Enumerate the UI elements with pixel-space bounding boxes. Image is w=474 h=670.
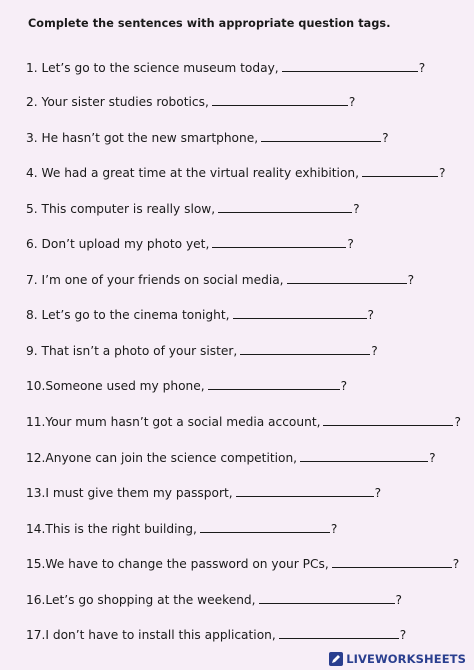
question-text: 11.Your mum hasn’t got a social media account, xyxy=(26,415,321,429)
question-text: 7. I’m one of your friends on social media, xyxy=(26,273,284,287)
answer-blank[interactable] xyxy=(200,521,330,533)
answer-blank[interactable] xyxy=(259,592,395,604)
question-item xyxy=(26,414,461,430)
question-item xyxy=(26,521,337,537)
answer-blank[interactable] xyxy=(332,556,452,568)
question-item xyxy=(26,556,459,572)
question-item xyxy=(26,343,378,359)
question-text: 16.Let’s go shopping at the weekend, xyxy=(26,593,256,607)
question-text: 4. We had a great time at the virtual reality exhibition, xyxy=(26,166,359,180)
answer-blank[interactable] xyxy=(300,450,428,462)
question-item xyxy=(26,272,414,288)
answer-blank[interactable] xyxy=(287,272,407,284)
question-item xyxy=(26,307,374,323)
question-item xyxy=(26,130,389,146)
question-item xyxy=(26,60,425,76)
answer-blank[interactable] xyxy=(208,378,340,390)
question-end: ? xyxy=(340,379,348,393)
worksheet-title: Complete the sentences with appropriate question tags. xyxy=(28,17,391,30)
answer-blank[interactable] xyxy=(240,343,370,355)
question-item xyxy=(26,165,445,181)
question-item xyxy=(26,201,360,217)
question-item xyxy=(26,378,347,394)
question-end: ? xyxy=(399,628,407,642)
answer-blank[interactable] xyxy=(236,485,374,497)
answer-blank[interactable] xyxy=(218,201,352,213)
question-text: 15.We have to change the password on your PCs, xyxy=(26,557,329,571)
question-item xyxy=(26,627,406,643)
answer-blank[interactable] xyxy=(282,60,418,72)
question-item xyxy=(26,236,354,252)
liveworksheets-logo-icon xyxy=(329,652,343,666)
question-end: ? xyxy=(367,308,374,322)
question-item xyxy=(26,94,355,110)
question-end: ? xyxy=(407,273,415,287)
question-end: ? xyxy=(371,344,378,358)
question-text: 2. Your sister studies robotics, xyxy=(26,95,209,109)
question-end: ? xyxy=(418,61,426,75)
question-text: 14.This is the right building, xyxy=(26,522,197,536)
answer-blank[interactable] xyxy=(212,94,348,106)
question-item xyxy=(26,592,402,608)
question-end: ? xyxy=(353,202,360,216)
question-text: 10.Someone used my phone, xyxy=(26,379,205,393)
answer-blank[interactable] xyxy=(323,414,453,426)
question-text: 5. This computer is really slow, xyxy=(26,202,216,216)
answer-blank[interactable] xyxy=(212,236,346,248)
question-end: ? xyxy=(374,486,382,500)
question-end: ? xyxy=(330,522,338,536)
question-end: ? xyxy=(439,166,446,180)
answer-blank[interactable] xyxy=(279,627,399,639)
answer-blank[interactable] xyxy=(233,307,367,319)
question-text: 3. He hasn’t got the new smartphone, xyxy=(26,131,259,145)
question-text: 9. That isn’t a photo of your sister, xyxy=(26,344,238,358)
question-text: 12.Anyone can join the science competition, xyxy=(26,451,298,465)
question-end: ? xyxy=(347,237,354,251)
pencil-icon xyxy=(331,654,341,664)
question-end: ? xyxy=(348,95,356,109)
question-end: ? xyxy=(382,131,389,145)
question-text: 17.I don’t have to install this application, xyxy=(26,628,276,642)
question-item xyxy=(26,450,436,466)
question-text: 8. Let’s go to the cinema tonight, xyxy=(26,308,230,322)
question-text: 6. Don’t upload my photo yet, xyxy=(26,237,210,251)
answer-blank[interactable] xyxy=(362,165,438,177)
question-item xyxy=(26,485,381,501)
liveworksheets-brand: LIVEWORKSHEETS xyxy=(346,652,466,666)
liveworksheets-watermark xyxy=(329,652,466,666)
question-text: 13.I must give them my passport, xyxy=(26,486,233,500)
question-end: ? xyxy=(429,451,436,465)
question-end: ? xyxy=(452,557,460,571)
answer-blank[interactable] xyxy=(261,130,381,142)
question-end: ? xyxy=(395,593,403,607)
question-end: ? xyxy=(454,415,461,429)
question-text: 1. Let’s go to the science museum today, xyxy=(26,61,279,75)
